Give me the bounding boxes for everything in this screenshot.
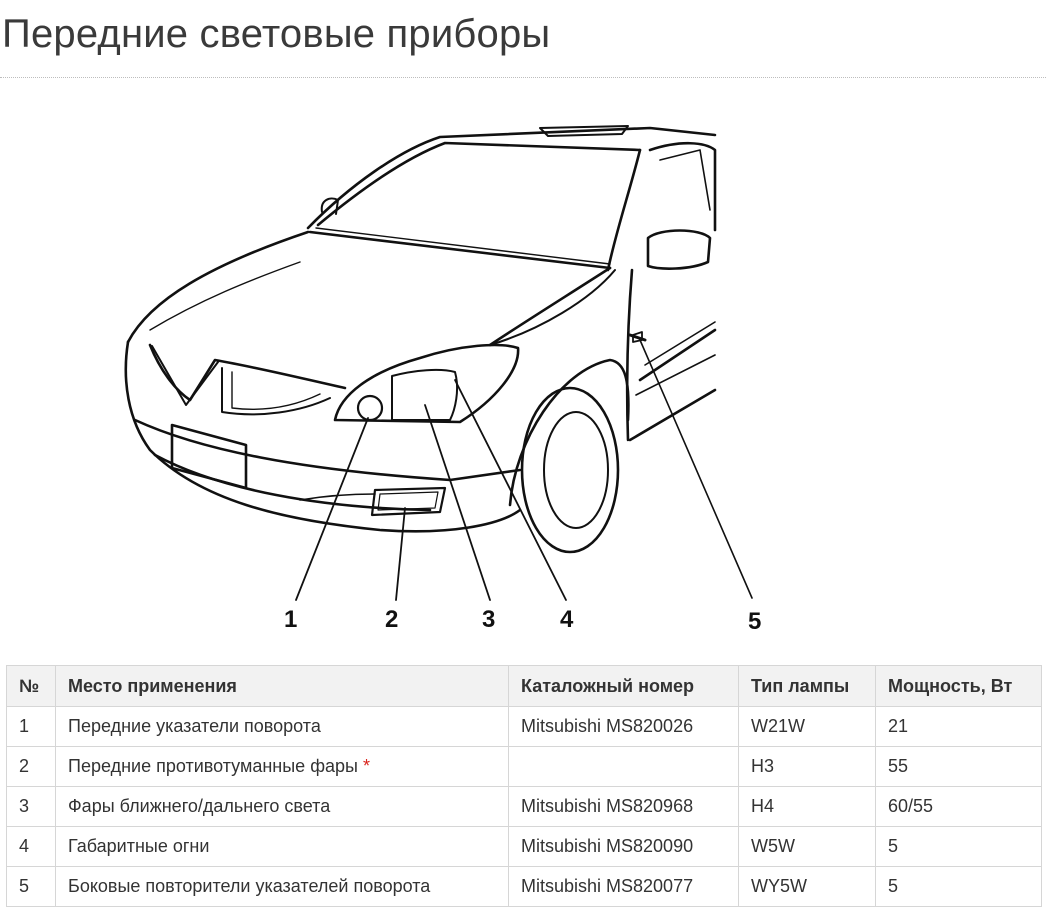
side-mirror — [648, 231, 710, 269]
callout-number-2: 2 — [385, 606, 399, 633]
door-crease — [645, 322, 715, 365]
car-front-lights-diagram — [110, 118, 762, 638]
front-wheel-rim — [544, 412, 608, 528]
table-row — [7, 747, 1042, 787]
row-power: 5 — [876, 827, 1042, 867]
row-place — [56, 707, 509, 747]
hood-right-edge — [490, 268, 610, 345]
table-header-row — [7, 666, 1042, 707]
row-power: 55 — [876, 747, 1042, 787]
a-pillar — [608, 150, 640, 270]
row-place-text: Габаритные огни — [68, 836, 210, 856]
row-place — [56, 867, 509, 907]
leader-line-4 — [455, 380, 566, 600]
front-lights-table — [6, 665, 1042, 907]
header-catalog: Каталожный номер — [509, 666, 739, 707]
footnote-asterisk: * — [362, 756, 370, 776]
row-lamp-type: W21W — [739, 707, 876, 747]
callout-number-3: 3 — [482, 606, 496, 633]
row-catalog — [509, 747, 739, 787]
windshield-bottom — [310, 232, 610, 268]
callout-number-4: 4 — [560, 606, 574, 633]
leader-line-3 — [425, 405, 490, 600]
title-divider — [0, 77, 1046, 78]
header-place: Место применения — [56, 666, 509, 707]
row-place — [56, 787, 509, 827]
row-power: 21 — [876, 707, 1042, 747]
row-number: 4 — [7, 827, 56, 867]
row-place — [56, 747, 509, 787]
turn-signal-lens — [358, 396, 382, 420]
row-number: 1 — [7, 707, 56, 747]
row-place — [56, 827, 509, 867]
callout-number-5: 5 — [748, 608, 762, 635]
headlight-inner — [392, 370, 457, 420]
grille-inner-top — [232, 372, 320, 409]
table-row — [7, 787, 1042, 827]
side-window — [650, 143, 715, 230]
windshield-top — [318, 143, 640, 225]
row-catalog: Mitsubishi MS820090 — [509, 827, 739, 867]
row-lamp-type: H4 — [739, 787, 876, 827]
row-place-text: Передние указатели поворота — [68, 716, 321, 736]
leader-line-5 — [640, 340, 752, 598]
license-plate — [172, 425, 246, 488]
row-place-text: Боковые повторители указателей поворота — [68, 876, 431, 896]
windshield-wiper-line — [316, 228, 610, 264]
table-row — [7, 867, 1042, 907]
callout-number-1: 1 — [284, 606, 298, 633]
table-row — [7, 827, 1042, 867]
row-number: 3 — [7, 787, 56, 827]
row-power: 60/55 — [876, 787, 1042, 827]
row-catalog: Mitsubishi MS820026 — [509, 707, 739, 747]
row-lamp-type: H3 — [739, 747, 876, 787]
header-number: № — [7, 666, 56, 707]
row-catalog: Mitsubishi MS820968 — [509, 787, 739, 827]
header-lamp-type: Тип лампы — [739, 666, 876, 707]
hood-left-edge — [128, 232, 308, 342]
leader-line-1 — [296, 418, 368, 600]
row-number: 2 — [7, 747, 56, 787]
page-title: Передние световые приборы — [2, 12, 551, 56]
row-lamp-type: WY5W — [739, 867, 876, 907]
roof-outline — [308, 128, 715, 228]
row-number: 5 — [7, 867, 56, 907]
side-window-inner — [660, 150, 710, 210]
row-power: 5 — [876, 867, 1042, 907]
table-row — [7, 707, 1042, 747]
door-line — [640, 330, 715, 380]
row-place-text: Фары ближнего/дальнего света — [68, 796, 331, 816]
header-power: Мощность, Вт — [876, 666, 1042, 707]
row-catalog: Mitsubishi MS820077 — [509, 867, 739, 907]
row-lamp-type: W5W — [739, 827, 876, 867]
leader-line-2 — [396, 508, 405, 600]
row-place-text: Передние противотуманные фары — [68, 756, 358, 776]
